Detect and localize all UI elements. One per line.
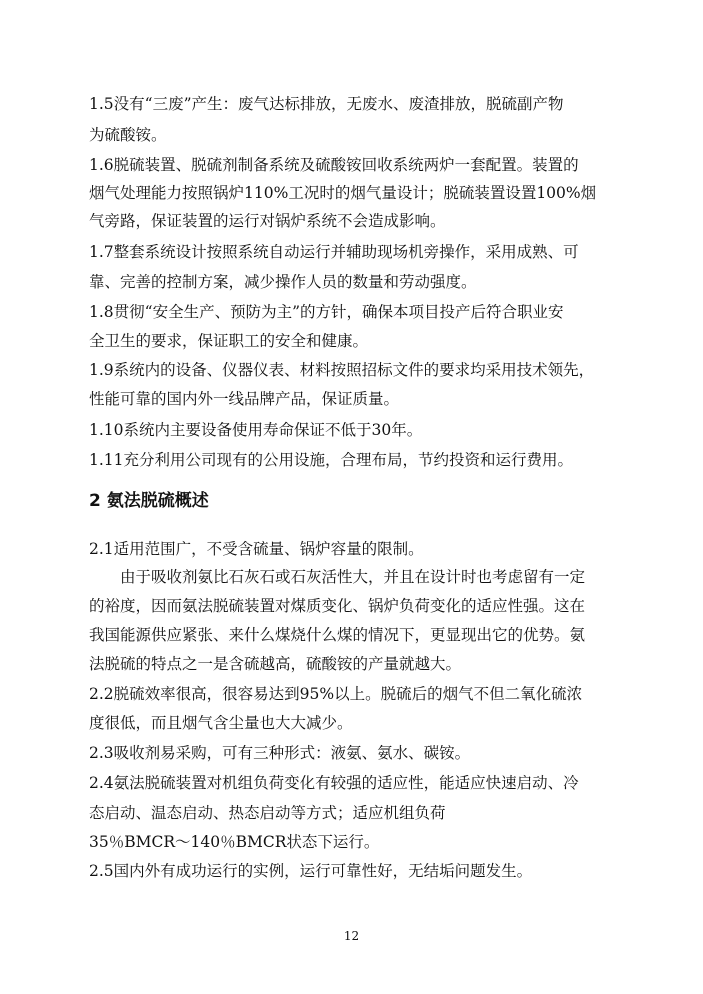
paragraph-line: 全卫生的要求，保证职工的安全和健康。 [89,332,369,350]
paragraph-line: 1.8贯彻“安全生产、预防为主”的方针，确保本项目投产后符合职业安 [89,303,564,321]
paragraph-line: 度很低，而且烟气含尘量也大大减少。 [89,714,353,732]
paragraph-line: 烟气处理能力按照锅炉110%工况时的烟气量设计；脱硫装置设置100%烟 [89,184,597,202]
paragraph-line: 的裕度，因而氨法脱硫装置对煤质变化、锅炉负荷变化的适应性强。这在 [89,597,586,615]
paragraph-line: 靠、完善的控制方案，减少操作人员的数量和劳动强度。 [89,273,477,291]
paragraph-line: 2.1适用范围广，不受含硫量、锅炉容量的限制。 [89,540,424,558]
paragraph-line: 35％BMCR～140％BMCR状态下运行。 [89,833,380,851]
paragraph-line: 性能可靠的国内外一线品牌产品，保证质量。 [89,390,400,408]
page-number: 12 [343,929,360,943]
paragraph-line: 为硫酸铵。 [89,126,167,144]
section-heading: 2 氨法脱硫概述 [89,491,209,511]
paragraph-line: 2.4氨法脱硫装置对机组负荷变化有较强的适应性，能适应快速启动、冷 [89,774,579,792]
paragraph-line: 1.5没有“三废”产生：废气达标排放，无废水、废渣排放，脱硫副产物 [89,95,564,113]
paragraph-line: 1.7整套系统设计按照系统自动运行并辅助现场机旁操作，采用成熟、可 [89,243,579,261]
paragraph-line: 由于吸收剂氨比石灰石或石灰活性大，并且在设计时也考虑留有一定 [120,568,586,586]
paragraph-line: 2.2脱硫效率很高，很容易达到95%以上。脱硫后的烟气不但二氧化硫浓 [89,685,583,703]
paragraph-line: 1.10系统内主要设备使用寿命保证不低于30年。 [89,421,423,439]
paragraph-line: 态启动、温态启动、热态启动等方式；适应机组负荷 [89,804,446,822]
paragraph-line: 1.9系统内的设备、仪器仪表、材料按照招标文件的要求均采用技术领先， [89,361,595,379]
paragraph-line: 2.5国内外有成功运行的实例，运行可靠性好，无结垢问题发生。 [89,862,533,880]
paragraph-line: 法脱硫的特点之一是含硫越高，硫酸铵的产量就越大。 [89,655,462,673]
paragraph-line: 1.6脱硫装置、脱硫剂制备系统及硫酸铵回收系统两炉一套配置。装置的 [89,156,579,174]
paragraph-line: 1.11充分利用公司现有的公用设施，合理布局，节约投资和运行费用。 [89,451,574,469]
paragraph-line: 我国能源供应紧张、来什么煤烧什么煤的情况下，更显现出它的优势。氨 [89,626,586,644]
paragraph-line: 气旁路，保证装置的运行对锅炉系统不会造成影响。 [89,212,446,230]
paragraph-line: 2.3吸收剂易采购，可有三种形式：液氨、氨水、碳铵。 [89,744,471,762]
